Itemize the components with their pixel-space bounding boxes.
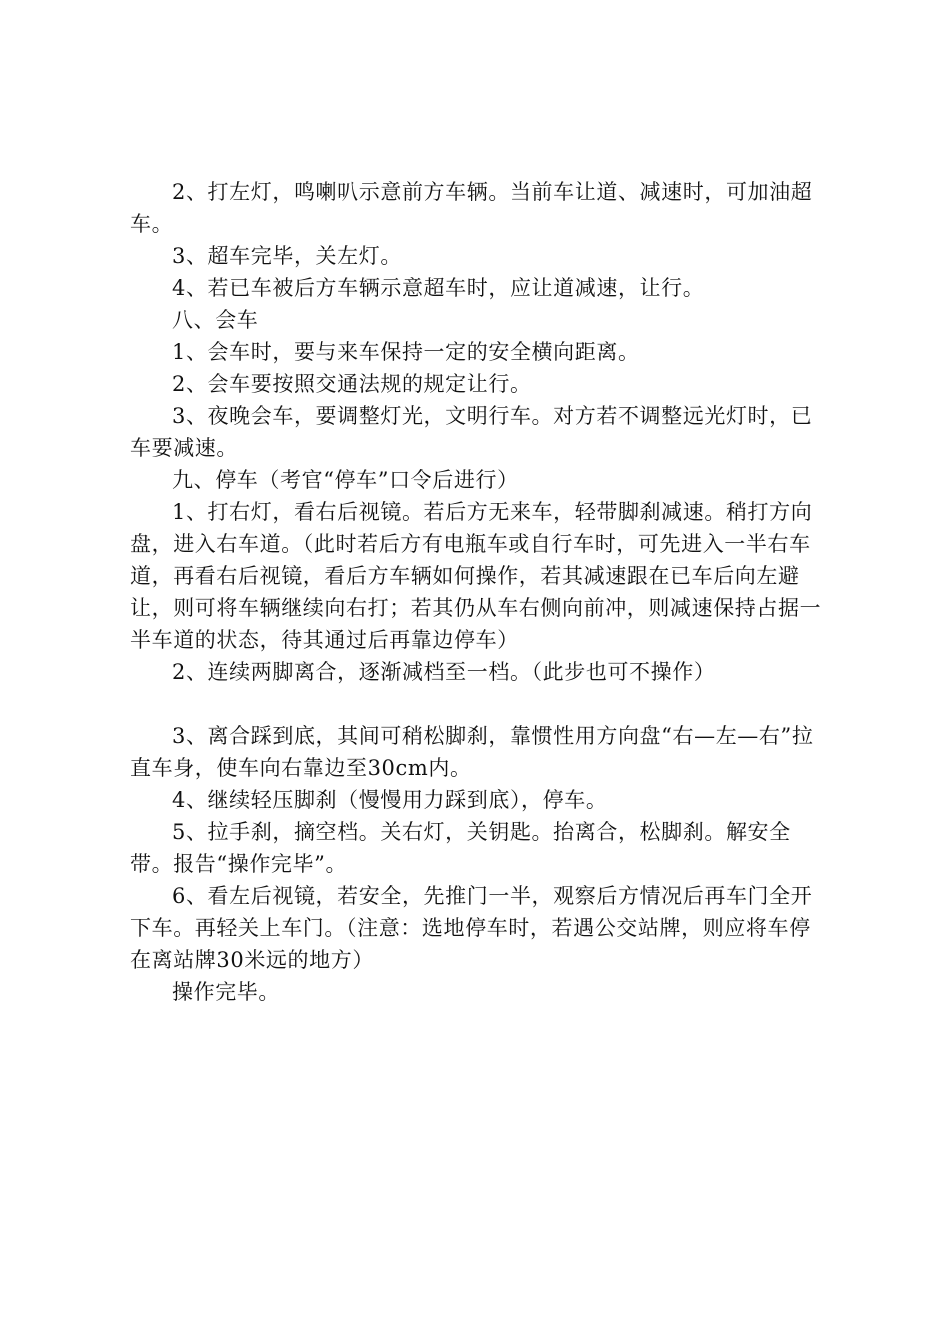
paragraph-closing: 操作完毕。 [172, 980, 280, 1004]
document-body [130, 176, 830, 1008]
paragraph-overtake-step-2: 2、打左灯，鸣喇叭示意前方车辆。当前车让道、减速时，可加油超车。 [130, 180, 813, 236]
paragraph-parking-step-6: 6、看左后视镜，若安全，先推门一半，观察后方情况后再车门全开下车。再轻关上车门。（注意：选地停车时，若遇公交站牌，则应将车停在离站牌30米远的地方） [130, 884, 813, 972]
paragraph-parking-step-1: 1、打右灯，看右后视镜。若后方无来车，轻带脚刹减速。稍打方向盘，进入右车道。（此时若后方有电瓶车或自行车时，可先进入一半右车道，再看右后视镜，看后方车辆如何操作，若其减速跟在已车后向左避让，则可将车辆继续向右打；若其仍从车右侧向前冲，则减速保持占据一半车道的状态，待其通过后再靠边停车） [130, 500, 822, 652]
paragraph-parking-step-3: 3、离合踩到底，其间可稍松脚刹，靠惯性用方向盘“右—左—右”拉直车身，使车向右靠边至30cm内。 [130, 724, 814, 780]
paragraph-parking-step-5: 5、拉手刹，摘空档。关右灯，关钥匙。抬离合，松脚刹。解安全带。报告“操作完毕”。 [130, 820, 791, 876]
paragraph-parking-step-2: 2、连续两脚离合，逐渐减档至一档。（此步也可不操作） [172, 660, 716, 684]
paragraph-meeting-step-1: 1、会车时，要与来车保持一定的安全横向距离。 [172, 340, 640, 364]
paragraph-overtake-step-4: 4、若已车被后方车辆示意超车时，应让道减速，让行。 [172, 276, 705, 300]
paragraph-meeting-step-3: 3、夜晚会车，要调整灯光，文明行车。对方若不调整远光灯时，已车要减速。 [130, 404, 813, 460]
paragraph-parking-step-4: 4、继续轻压脚刹（慢慢用力踩到底），停车。 [172, 788, 608, 812]
blank-line [130, 688, 830, 720]
section-heading-meeting: 八、会车 [172, 308, 259, 332]
section-heading-parking: 九、停车（考官“停车”口令后进行） [172, 468, 519, 492]
paragraph-overtake-step-3: 3、超车完毕，关左灯。 [172, 244, 402, 268]
paragraph-meeting-step-2: 2、会车要按照交通法规的规定让行。 [172, 372, 532, 396]
